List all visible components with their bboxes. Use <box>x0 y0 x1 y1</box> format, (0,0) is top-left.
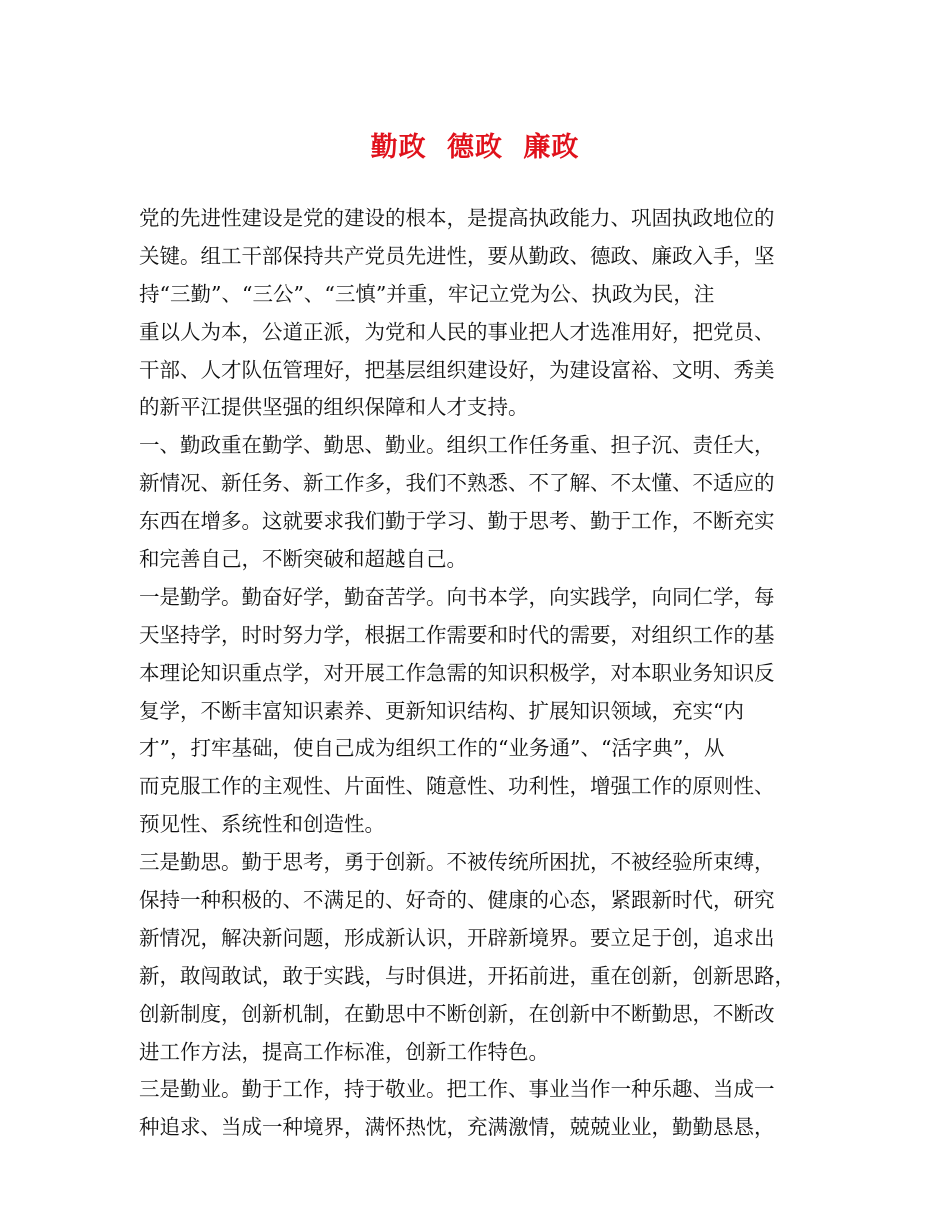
body-line: 才”，打牢基础，使自己成为组织工作的“业务通”、“活字典”，从 <box>139 736 725 761</box>
body-line: 保持一种积极的、不满足的、好奇的、健康的心态，紧跟新时代，研究 <box>139 888 775 913</box>
body-line: 种追求、当成一种境界，满怀热忱，充满激情，兢兢业业，勤勤恳恳， <box>139 1115 775 1140</box>
body-line: 一是勤学。勤奋好学，勤奋苦学。向书本学，向实践学，向同仁学，每 <box>139 584 775 609</box>
body-line: 新，敢闯敢试，敢于实践，与时俱进，开拓前进，重在创新，创新思路， <box>139 963 795 988</box>
body-line: 天坚持学，时时努力学，根据工作需要和时代的需要，对组织工作的基 <box>139 622 775 647</box>
body-line: 新情况，解决新问题，形成新认识，开辟新境界。要立足于创，追求出 <box>139 925 775 950</box>
body-line: 关键。组工干部保持共产党员先进性，要从勤政、德政、廉政入手，坚 <box>139 243 775 268</box>
body-line: 而克服工作的主观性、片面性、随意性、功利性，增强工作的原则性、 <box>139 774 775 799</box>
body-line: 复学，不断丰富知识素养、更新知识结构、扩展知识领域，充实“内 <box>139 698 744 723</box>
body-line: 预见性、系统性和创造性。 <box>139 812 385 837</box>
body-line: 一、勤政重在勤学、勤思、勤业。组织工作任务重、担子沉、责任大， <box>139 433 775 458</box>
body-line: 和完善自己，不断突破和超越自己。 <box>139 547 467 572</box>
body-line: 党的先进性建设是党的建设的根本，是提高执政能力、巩固执政地位的 <box>139 206 775 230</box>
body-line: 重以人为本，公道正派，为党和人民的事业把人才选准用好，把党员、 <box>139 319 775 344</box>
body-line: 的新平江提供坚强的组织保障和人才支持。 <box>139 395 529 420</box>
body-line: 三是勤业。勤于工作，持于敬业。把工作、事业当作一种乐趣、当成一 <box>139 1077 775 1102</box>
body-line: 创新制度，创新机制，在勤思中不断创新，在创新中不断勤思，不断改 <box>139 1001 775 1026</box>
document-body <box>139 200 823 1147</box>
body-line: 新情况、新任务、新工作多，我们不熟悉、不了解、不太懂、不适应的 <box>139 471 775 496</box>
body-line: 本理论知识重点学，对开展工作急需的知识积极学，对本职业务知识反 <box>139 660 775 685</box>
body-line: 三是勤思。勤于思考，勇于创新。不被传统所困扰，不被经验所束缚， <box>139 850 775 875</box>
body-line: 干部、人才队伍管理好，把基层组织建设好，为建设富裕、文明、秀美 <box>139 357 775 382</box>
body-line: 东西在增多。这就要求我们勤于学习、勤于思考、勤于工作，不断充实 <box>139 509 775 534</box>
body-line: 进工作方法，提高工作标准，创新工作特色。 <box>139 1039 549 1064</box>
document-title: 勤政 德政 廉政 <box>370 132 580 163</box>
body-line: 持“三勤”、“三公”、“三慎”并重，牢记立党为公、执政为民，注 <box>139 281 715 306</box>
